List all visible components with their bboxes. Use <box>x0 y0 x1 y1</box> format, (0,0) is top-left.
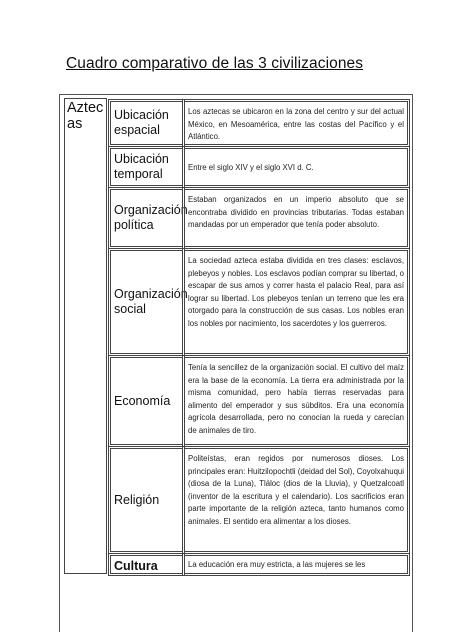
row-text-economia: Tenía la sencillez de la organización social. El cultivo del maíz era la base de la economía. La tierra era administrada por la misma comunidad, pero había tierras reservadas para alimento del emperador y sus súbditos. Era una economía agrícola desarrollada, pero no conocían la rueda y carecían de animales de tiro. <box>184 357 408 445</box>
row-label-organizacion-politica: Organización política <box>110 189 183 247</box>
row-text-religion: Politeístas, eran regidos por numerosos dioses. Los principales eran: Huitzilopochtli (deidad del Sol), Coyolxahuqui (diosa de la Luna), Tláloc (dios de la Lluvia), y Quetzalcoatl (inventor de la escritura y el calendario). Los sacrificios eran parte importante de la religión azteca, tanto humanos como animales. El sentido era alimentar a los dioses. <box>184 448 408 552</box>
row-text-ubicacion-espacial: Los aztecas se ubicaron en la zona del centro y sur del actual México, en Mesoamérica, entre las costas del Pacífico y el Atlántico. <box>184 101 408 145</box>
row-label-ubicacion-temporal: Ubicación temporal <box>110 148 183 186</box>
row-text-organizacion-social: La sociedad azteca estaba dividida en tres clases: esclavos, plebeyos y nobles. Los esclavos podían comprar su libertad, o escapar de sus amos y correr hasta el palacio Real, para así lograr su libertad. Los plebeyos tenían un terreno que les era otorgado para la construcción de sus casas. Los nobles eran los nobles por nacimiento, los sacerdotes y los guerreros. <box>184 250 408 354</box>
row-label-economia: Economía <box>110 357 183 445</box>
row-label-organizacion-social: Organización social <box>110 250 183 354</box>
row-label-cultura: Cultura <box>110 555 183 574</box>
row-text-ubicacion-temporal: Entre el siglo XIV y el siglo XVI d. C. <box>184 148 408 186</box>
row-label-ubicacion-espacial: Ubicación espacial <box>110 101 183 145</box>
row-label-religion: Religión <box>110 448 183 552</box>
row-text-organizacion-politica: Estaban organizados en un imperio absoluto que se encontraba dividido en provincias tributarias. Todas estaban mandadas por un emperador que tenía poder absoluto. <box>184 189 408 247</box>
civilization-cell: Aztecas <box>64 98 107 574</box>
document-title: Cuadro comparativo de las 3 civilizaciones <box>66 55 364 72</box>
row-text-cultura: La educación era muy estricta, a las mujeres se les <box>184 555 408 574</box>
